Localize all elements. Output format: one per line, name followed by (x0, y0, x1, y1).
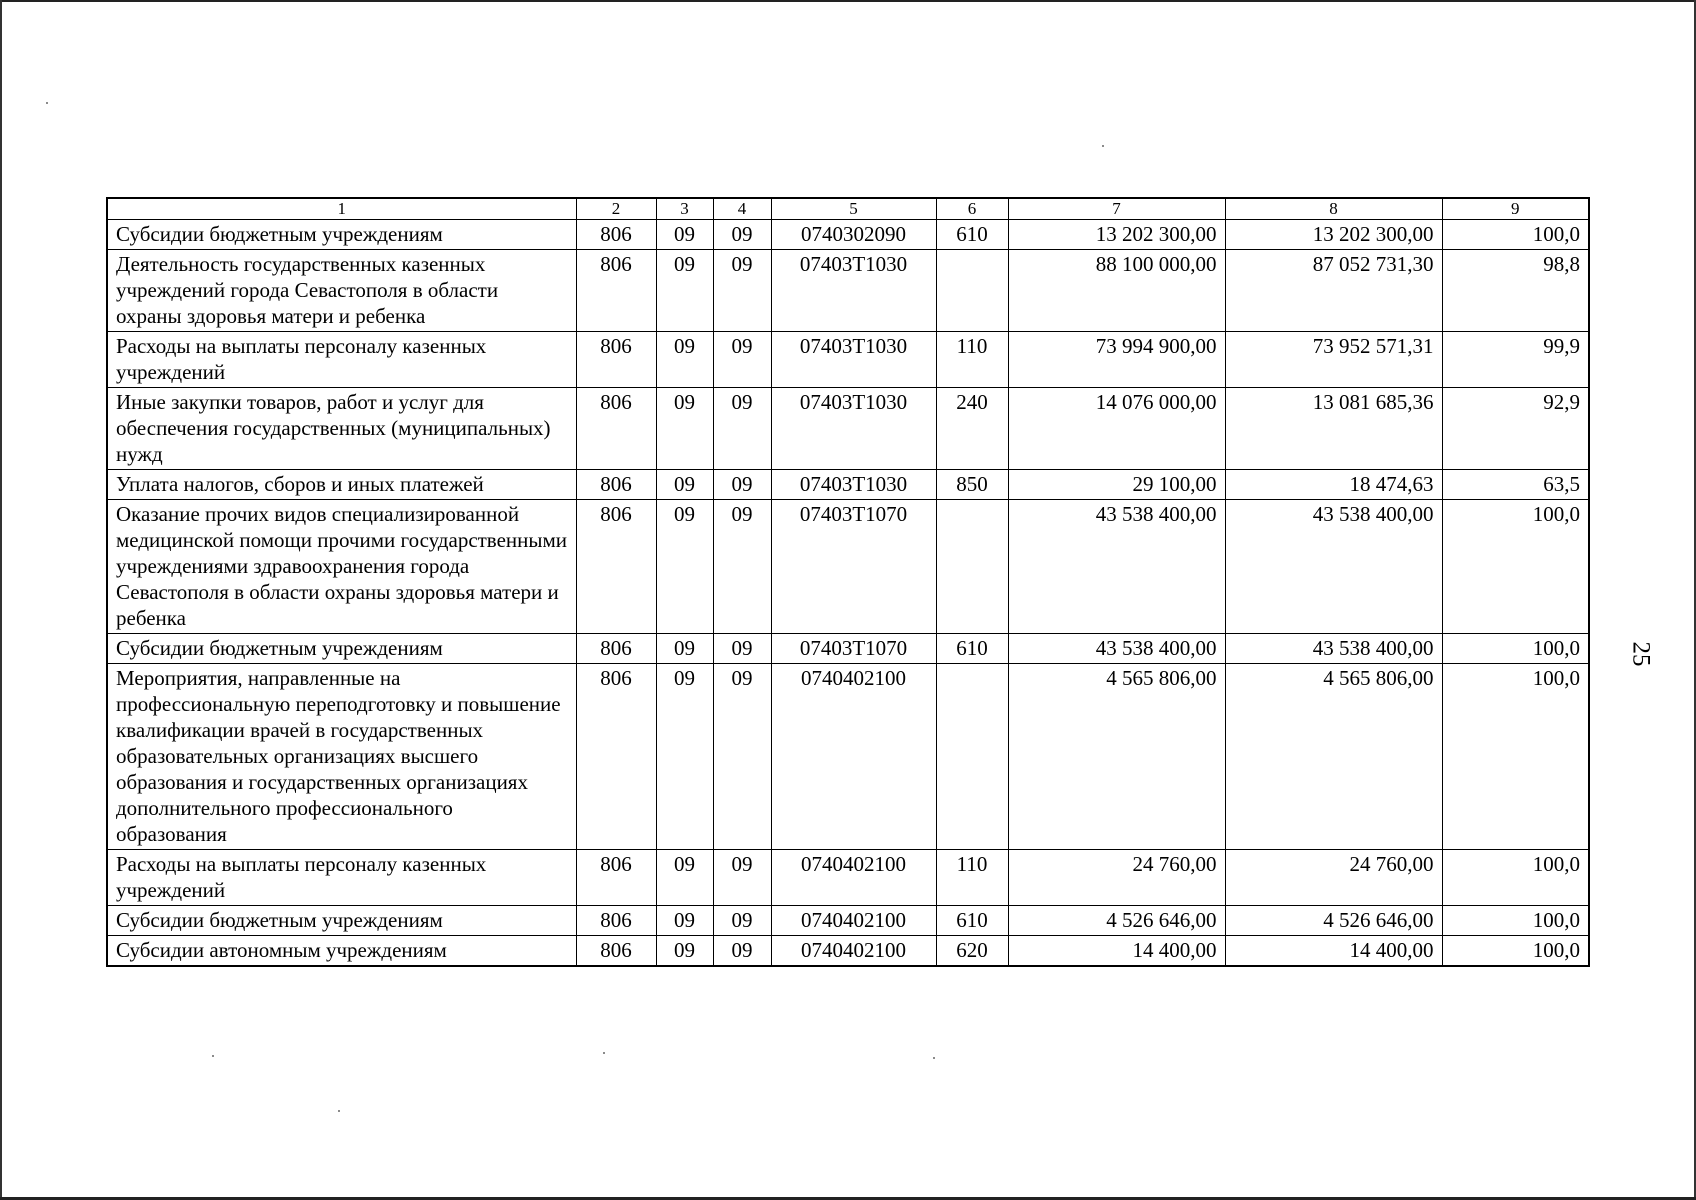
subsection-code-cell: 09 (713, 850, 771, 906)
target-article-cell: 0740402100 (771, 850, 936, 906)
column-header: 2 (576, 198, 656, 220)
expense-name-cell: Деятельность государственных казенных учреждений города Севастополя в области охраны здоровья матери и ребенка (107, 250, 576, 332)
table-row (107, 906, 1589, 936)
execution-percent-cell: 100,0 (1442, 664, 1589, 850)
subsection-code-cell: 09 (713, 936, 771, 967)
scan-speck (603, 1052, 605, 1054)
column-header: 3 (656, 198, 713, 220)
column-header: 1 (107, 198, 576, 220)
executed-amount-cell: 4 565 806,00 (1225, 664, 1442, 850)
target-article-cell: 0740302090 (771, 220, 936, 250)
planned-amount-cell: 24 760,00 (1008, 850, 1225, 906)
page-border-left (0, 0, 2, 1200)
ministry-code-cell: 806 (576, 664, 656, 850)
section-code-cell: 09 (656, 634, 713, 664)
expense-type-cell (936, 664, 1008, 850)
column-header: 4 (713, 198, 771, 220)
subsection-code-cell: 09 (713, 470, 771, 500)
expense-name-cell: Субсидии бюджетным учреждениям (107, 220, 576, 250)
column-header: 7 (1008, 198, 1225, 220)
scan-speck (933, 1057, 935, 1059)
target-article-cell: 0740402100 (771, 936, 936, 967)
execution-percent-cell: 99,9 (1442, 332, 1589, 388)
table-body (107, 220, 1589, 967)
target-article-cell: 07403Т1030 (771, 388, 936, 470)
ministry-code-cell: 806 (576, 634, 656, 664)
subsection-code-cell: 09 (713, 332, 771, 388)
planned-amount-cell: 73 994 900,00 (1008, 332, 1225, 388)
expense-name-cell: Субсидии бюджетным учреждениям (107, 906, 576, 936)
expense-type-cell: 610 (936, 906, 1008, 936)
planned-amount-cell: 13 202 300,00 (1008, 220, 1225, 250)
table-row (107, 250, 1589, 332)
budget-execution-table (106, 197, 1590, 967)
execution-percent-cell: 100,0 (1442, 500, 1589, 634)
section-code-cell: 09 (656, 470, 713, 500)
section-code-cell: 09 (656, 664, 713, 850)
ministry-code-cell: 806 (576, 500, 656, 634)
table-row (107, 220, 1589, 250)
expense-type-cell: 610 (936, 220, 1008, 250)
execution-percent-cell: 100,0 (1442, 220, 1589, 250)
target-article-cell: 07403Т1030 (771, 470, 936, 500)
expense-type-cell: 610 (936, 634, 1008, 664)
column-header: 9 (1442, 198, 1589, 220)
ministry-code-cell: 806 (576, 906, 656, 936)
planned-amount-cell: 14 400,00 (1008, 936, 1225, 967)
subsection-code-cell: 09 (713, 500, 771, 634)
expense-name-cell: Расходы на выплаты персоналу казенных учреждений (107, 850, 576, 906)
executed-amount-cell: 13 081 685,36 (1225, 388, 1442, 470)
expense-type-cell: 110 (936, 850, 1008, 906)
planned-amount-cell: 14 076 000,00 (1008, 388, 1225, 470)
target-article-cell: 0740402100 (771, 906, 936, 936)
target-article-cell: 07403Т1070 (771, 500, 936, 634)
ministry-code-cell: 806 (576, 470, 656, 500)
header-row (107, 198, 1589, 220)
executed-amount-cell: 24 760,00 (1225, 850, 1442, 906)
execution-percent-cell: 100,0 (1442, 634, 1589, 664)
expense-name-cell: Расходы на выплаты персоналу казенных учреждений (107, 332, 576, 388)
executed-amount-cell: 18 474,63 (1225, 470, 1442, 500)
ministry-code-cell: 806 (576, 850, 656, 906)
table-row (107, 664, 1589, 850)
ministry-code-cell: 806 (576, 388, 656, 470)
column-header: 6 (936, 198, 1008, 220)
expense-name-cell: Иные закупки товаров, работ и услуг для обеспечения государственных (муниципальных) нужд (107, 388, 576, 470)
expense-name-cell: Субсидии бюджетным учреждениям (107, 634, 576, 664)
execution-percent-cell: 98,8 (1442, 250, 1589, 332)
section-code-cell: 09 (656, 388, 713, 470)
expense-name-cell: Мероприятия, направленные на профессиональную переподготовку и повышение квалификации врачей в государственных образовательных организациях высшего образования и государственных организациях дополнительного профессионального образования (107, 664, 576, 850)
executed-amount-cell: 14 400,00 (1225, 936, 1442, 967)
table-header (107, 198, 1589, 220)
expense-name-cell: Субсидии автономным учреждениям (107, 936, 576, 967)
page-border-top (0, 0, 1696, 2)
executed-amount-cell: 43 538 400,00 (1225, 634, 1442, 664)
execution-percent-cell: 100,0 (1442, 936, 1589, 967)
scan-speck (338, 1110, 340, 1112)
column-header: 8 (1225, 198, 1442, 220)
expense-type-cell: 850 (936, 470, 1008, 500)
section-code-cell: 09 (656, 250, 713, 332)
target-article-cell: 07403Т1030 (771, 332, 936, 388)
section-code-cell: 09 (656, 332, 713, 388)
execution-percent-cell: 100,0 (1442, 850, 1589, 906)
section-code-cell: 09 (656, 906, 713, 936)
scan-speck (46, 102, 48, 104)
planned-amount-cell: 4 565 806,00 (1008, 664, 1225, 850)
expense-name-cell: Оказание прочих видов специализированной медицинской помощи прочими государственными учреждениями здравоохранения города Севастополя в области охраны здоровья матери и ребенка (107, 500, 576, 634)
executed-amount-cell: 43 538 400,00 (1225, 500, 1442, 634)
planned-amount-cell: 4 526 646,00 (1008, 906, 1225, 936)
execution-percent-cell: 63,5 (1442, 470, 1589, 500)
table-row (107, 388, 1589, 470)
executed-amount-cell: 73 952 571,31 (1225, 332, 1442, 388)
executed-amount-cell: 87 052 731,30 (1225, 250, 1442, 332)
executed-amount-cell: 13 202 300,00 (1225, 220, 1442, 250)
section-code-cell: 09 (656, 220, 713, 250)
ministry-code-cell: 806 (576, 250, 656, 332)
target-article-cell: 07403Т1030 (771, 250, 936, 332)
subsection-code-cell: 09 (713, 634, 771, 664)
scan-speck (1102, 145, 1104, 147)
table-row (107, 332, 1589, 388)
planned-amount-cell: 43 538 400,00 (1008, 500, 1225, 634)
subsection-code-cell: 09 (713, 220, 771, 250)
planned-amount-cell: 43 538 400,00 (1008, 634, 1225, 664)
executed-amount-cell: 4 526 646,00 (1225, 906, 1442, 936)
expense-type-cell (936, 250, 1008, 332)
planned-amount-cell: 29 100,00 (1008, 470, 1225, 500)
table-row (107, 500, 1589, 634)
page-number: 25 (1627, 641, 1655, 667)
section-code-cell: 09 (656, 500, 713, 634)
ministry-code-cell: 806 (576, 936, 656, 967)
execution-percent-cell: 100,0 (1442, 906, 1589, 936)
scan-speck (212, 1055, 214, 1057)
target-article-cell: 07403Т1070 (771, 634, 936, 664)
section-code-cell: 09 (656, 850, 713, 906)
subsection-code-cell: 09 (713, 664, 771, 850)
ministry-code-cell: 806 (576, 332, 656, 388)
table-row (107, 634, 1589, 664)
expense-type-cell: 110 (936, 332, 1008, 388)
table-row (107, 850, 1589, 906)
ministry-code-cell: 806 (576, 220, 656, 250)
section-code-cell: 09 (656, 936, 713, 967)
subsection-code-cell: 09 (713, 906, 771, 936)
target-article-cell: 0740402100 (771, 664, 936, 850)
column-header: 5 (771, 198, 936, 220)
subsection-code-cell: 09 (713, 250, 771, 332)
planned-amount-cell: 88 100 000,00 (1008, 250, 1225, 332)
subsection-code-cell: 09 (713, 388, 771, 470)
execution-percent-cell: 92,9 (1442, 388, 1589, 470)
table-row (107, 936, 1589, 967)
expense-type-cell: 620 (936, 936, 1008, 967)
table-row (107, 470, 1589, 500)
expense-type-cell: 240 (936, 388, 1008, 470)
expense-type-cell (936, 500, 1008, 634)
expense-name-cell: Уплата налогов, сборов и иных платежей (107, 470, 576, 500)
